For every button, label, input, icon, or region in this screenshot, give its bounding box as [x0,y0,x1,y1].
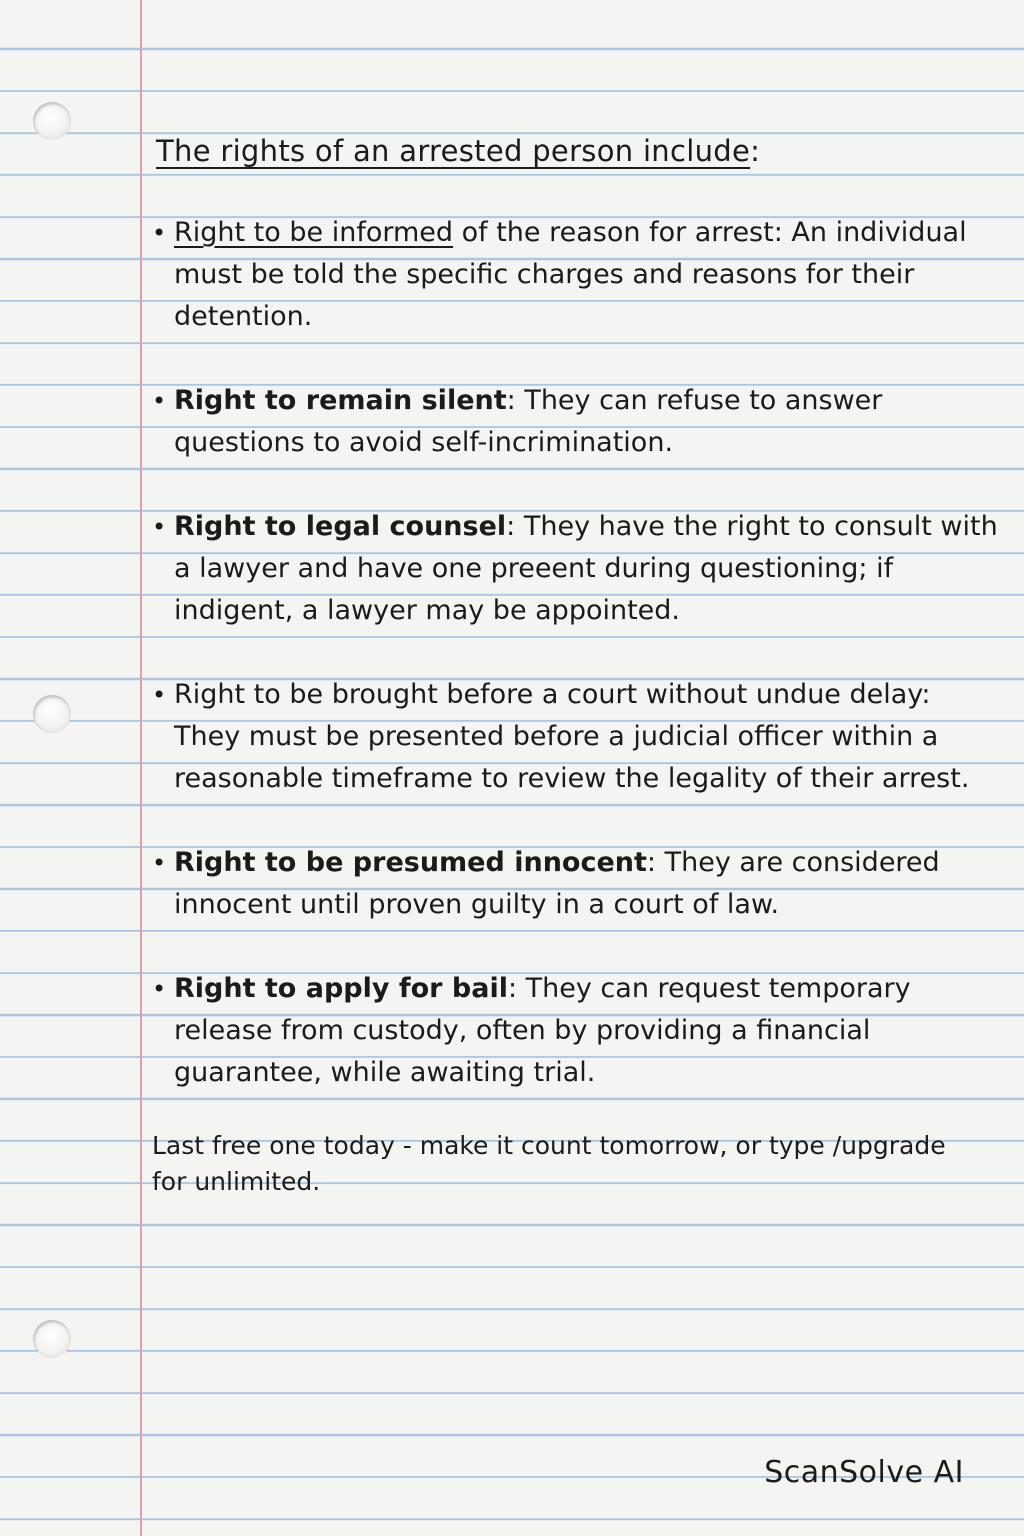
right-term: Right to remain silent [174,385,507,416]
right-description: They can refuse to answer questions to avoid self-incrimination. [174,385,883,458]
right-term-continued: of the reason for arrest [453,217,774,248]
handwritten-content [152,130,1002,1200]
right-term: Right to be brought before a court without undue delay [174,679,922,710]
binder-hole-middle [33,695,71,733]
right-separator: : [507,973,526,1004]
bullet-icon: • [152,849,167,877]
binder-hole-top [33,102,71,140]
right-term: Right to be presumed innocent [174,847,647,878]
right-description: They have the right to consult with a lawyer and have one preeent during questioning; if indigent, a lawyer may be appointed. [174,511,998,626]
page-title-text: The rights of an arrested person include [156,134,751,168]
binder-hole-bottom [33,1320,71,1358]
bullet-icon: • [152,681,167,709]
right-description: They are considered innocent until proven guilty in a court of law. [174,847,940,920]
upgrade-note: Last free one today - make it count tomorrow, or type /upgrade for unlimited. [152,1131,946,1196]
list-item [152,968,1002,1094]
list-item [152,212,1002,338]
right-separator: : [506,511,524,542]
right-separator: : [506,385,525,416]
list-item [152,674,1002,800]
bullet-icon: • [152,387,167,415]
right-description: They must be presented before a judicial officer within a reasonable timeframe to review the legality of their arrest. [174,721,970,794]
list-item [152,842,1002,926]
list-item [152,380,1002,464]
right-description: An individual must be told the specific charges and reasons for their detention. [174,217,967,332]
margin-line [140,0,142,1536]
right-separator: : [646,847,665,878]
right-separator: : [921,679,931,710]
right-term: Right to be informed [174,217,454,248]
bullet-icon: • [152,219,167,247]
bullet-icon: • [152,513,167,541]
right-term: Right to legal counsel [174,511,507,542]
brand-signature: ScanSolve AI [764,1455,964,1490]
right-separator: : [773,217,792,248]
right-description: They can request temporary release from custody, often by providing a financial guarantee, while awaiting trial. [174,973,911,1088]
rights-list [152,212,1002,1094]
list-item [152,506,1002,632]
page-title [156,130,1002,172]
right-term: Right to apply for bail [174,973,508,1004]
bullet-icon: • [152,975,167,1003]
page-title-colon: : [750,134,761,168]
